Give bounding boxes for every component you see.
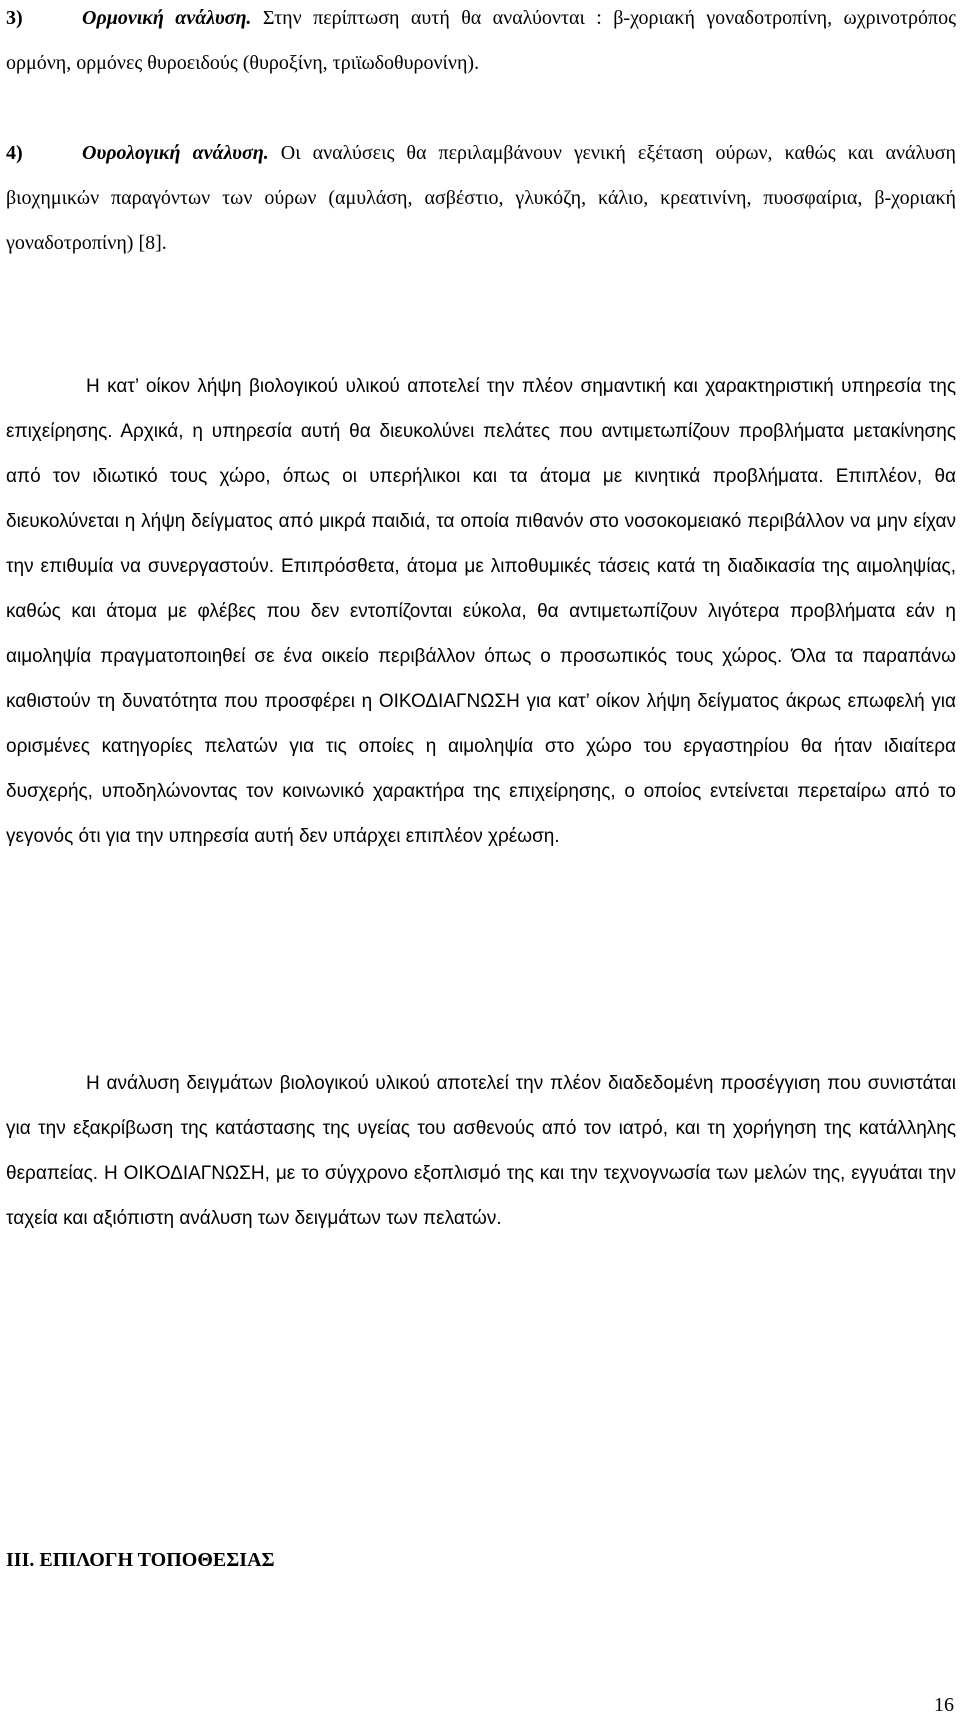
list-item-hormonal-analysis	[6, 0, 956, 86]
list-item-heading: Ορμονική ανάλυση.	[82, 7, 252, 29]
list-item-number: 3)	[6, 7, 23, 29]
list-item-heading: Ουρολογική ανάλυση.	[82, 142, 269, 164]
body-paragraph-home-sampling: Η κατ’ οίκον λήψη βιολογικού υλικού αποτελεί την πλέον σημαντική και χαρακτηριστική υπηρεσία της επιχείρησης. Αρχικά, η υπηρεσία αυτή θα διευκολύνει πελάτες που αντιμετωπίζουν προβλήματα μετακίνησης από τον ιδιωτικό τους χώρο, όπως οι υπερήλικοι και τα άτομα με κινητικά προβλήματα. Επιπλέον, θα διευκολύνεται η λήψη δείγματος από μικρά παιδιά, τα οποία πιθανόν στο νοσοκομειακό περιβάλλον να μην είχαν την επιθυμία να συνεργαστούν. Επιπρόσθετα, άτομα με λιποθυμικές τάσεις κατά τη διαδικασία της αιμοληψίας, καθώς και άτομα με φλέβες που δεν εντοπίζονται εύκολα, θα αντιμετωπίζουν λιγότερα προβλήματα εάν η αιμοληψία πραγματοποιηθεί σε ένα οικείο περιβάλλον όπως ο προσωπικός τους χώρος. Όλα τα παραπάνω καθιστούν τη δυνατότητα που προσφέρει η ΟΙΚΟΔΙΑΓΝΩΣΗ για κατ’ οίκον λήψη δείγματος άκρως επωφελή για ορισμένες κατηγορίες πελατών για τις οποίες η αιμοληψία στο χώρο του εργαστηρίου θα ήταν ιδιαίτερα δυσχερής, υποδηλώνοντας τον κοινωνικό χαρακτήρα της επιχείρησης, ο οποίος εντείνεται περεταίρω από το γεγονός ότι για την υπηρεσία αυτή δεν υπάρχει επιπλέον χρέωση.	[6, 376, 956, 847]
list-item-text: Στην περίπτωση αυτή θα αναλύονται : β-χοριακή γοναδοτροπίνη, ωχρινοτρόπος ορμόνη, ορμόνες θυροειδούς (θυροξίνη, τριϊωδοθυρονίνη).	[6, 7, 957, 74]
list-item-text: Οι αναλύσεις θα περιλαμβάνουν γενική εξέταση ούρων, καθώς και ανάλυση βιοχημικών παραγόντων των ούρων (αμυλάση, ασβέστιο, γλυκόζη, κάλιο, κρεατινίνη, πυοσφαίρια, β-χοριακή γοναδοτροπίνη) [8].	[6, 142, 957, 254]
list-item-number: 4)	[6, 142, 23, 164]
body-paragraph-sample-analysis: Η ανάλυση δειγμάτων βιολογικού υλικού αποτελεί την πλέον διαδεδομένη προσέγγιση που συνιστάται για την εξακρίβωση της κατάστασης της υγείας του ασθενούς από τον ιατρό, και τη χορήγηση της κατάλληλης θεραπείας. Η ΟΙΚΟΔΙΑΓΝΩΣΗ, με το σύγχρονο εξοπλισμό της και την τεχνογνωσία των μελών της, εγγυάται την ταχεία και αξιόπιστη ανάλυση των δειγμάτων των πελατών.	[6, 1073, 956, 1229]
page-number: 16	[934, 1694, 954, 1716]
list-item-urological-analysis	[6, 131, 956, 266]
section-heading: ΙΙΙ. ΕΠΙΛΟΓΗ ΤΟΠΟΘΕΣΙΑΣ	[6, 1549, 275, 1571]
